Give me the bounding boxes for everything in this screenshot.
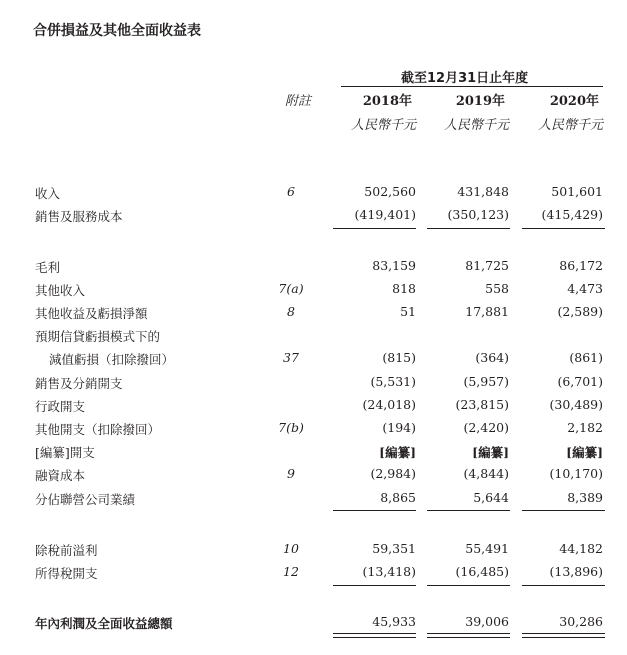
row-label: 預期信貸虧損模式下的	[35, 329, 161, 344]
row-note: 6	[287, 184, 295, 199]
value-2020: 30,286	[559, 614, 603, 629]
total-double-rule	[522, 633, 605, 638]
value-2020: (6,701)	[557, 374, 603, 389]
row-label: 其他收入	[35, 283, 86, 298]
year-2018-header: 2018年	[362, 94, 412, 109]
value-2019: 81,725	[465, 258, 509, 273]
row-cost-of-sales	[0, 207, 627, 229]
row-selling-expenses	[0, 374, 627, 396]
value-2019: (350,123)	[447, 207, 509, 222]
value-2020: 4,473	[567, 281, 603, 296]
note-column-header: 附註	[285, 94, 312, 109]
row-note: 12	[283, 564, 299, 579]
row-label: 減值虧損（扣除撥回）	[49, 352, 175, 367]
value-2018: [編纂]	[379, 445, 416, 460]
value-2019: 558	[485, 281, 509, 296]
value-2019: 431,848	[457, 184, 509, 199]
unit-2019-header: 人民幣千元	[443, 118, 509, 133]
value-2018: (24,018)	[362, 397, 416, 412]
value-2018: (194)	[382, 420, 416, 435]
row-label: 除稅前溢利	[35, 543, 98, 558]
row-label: 所得稅開支	[35, 566, 98, 581]
row-note: 9	[287, 466, 295, 481]
value-2020: 501,601	[551, 184, 603, 199]
subtotal-rule	[427, 510, 510, 511]
value-2020: (415,429)	[541, 207, 603, 222]
row-label: 銷售及分銷開支	[35, 376, 123, 391]
row-note: 10	[283, 541, 299, 556]
value-2020: (10,170)	[549, 466, 603, 481]
row-other-expenses	[0, 420, 627, 442]
value-2018: (815)	[382, 350, 416, 365]
value-2020: 8,389	[567, 490, 603, 505]
value-2019: (4,844)	[463, 466, 509, 481]
subtotal-rule	[522, 228, 605, 229]
subtotal-rule	[333, 585, 416, 586]
row-note: 8	[287, 304, 295, 319]
value-2018: (5,531)	[370, 374, 416, 389]
row-finance-costs	[0, 466, 627, 488]
value-2018: 818	[392, 281, 416, 296]
value-2018: 51	[400, 304, 416, 319]
row-note: 7(a)	[278, 281, 304, 296]
row-gross-profit	[0, 258, 627, 280]
value-2019: [編纂]	[472, 445, 509, 460]
row-label: 其他收益及虧損淨額	[35, 306, 148, 321]
row-note: 7(b)	[278, 420, 304, 435]
subtotal-rule	[522, 510, 605, 511]
row-label: 銷售及服務成本	[35, 209, 123, 224]
unit-2018-header: 人民幣千元	[350, 118, 416, 133]
unit-2020-header: 人民幣千元	[537, 118, 603, 133]
row-label: 融資成本	[35, 468, 86, 483]
value-2020: 44,182	[559, 541, 603, 556]
row-label: 收入	[35, 186, 61, 201]
subtotal-rule	[333, 510, 416, 511]
row-label: 年內利潤及全面收益總額	[35, 616, 173, 631]
row-revenue	[0, 184, 627, 206]
row-other-income	[0, 281, 627, 303]
value-2020: (2,589)	[557, 304, 603, 319]
row-other-gains-losses	[0, 304, 627, 326]
value-2019: (23,815)	[455, 397, 509, 412]
value-2020: (13,896)	[549, 564, 603, 579]
period-header: 截至12月31日止年度	[401, 71, 529, 86]
value-2019: 17,881	[465, 304, 509, 319]
row-share-of-associates	[0, 490, 627, 512]
row-ecl-label	[0, 327, 627, 349]
value-2020: (30,489)	[549, 397, 603, 412]
value-2019: 5,644	[473, 490, 509, 505]
row-label: 分佔聯營公司業績	[35, 492, 136, 507]
value-2020: [編纂]	[566, 445, 603, 460]
value-2019: 55,491	[465, 541, 509, 556]
row-label: 行政開支	[35, 399, 86, 414]
year-2020-header: 2020年	[549, 94, 599, 109]
row-label: 其他開支（扣除撥回）	[35, 422, 161, 437]
value-2018: (2,984)	[370, 466, 416, 481]
value-2018: 45,933	[372, 614, 416, 629]
row-label: [編纂]開支	[35, 445, 95, 460]
row-note: 37	[283, 350, 299, 365]
value-2018: 8,865	[380, 490, 416, 505]
value-2018: 59,351	[372, 541, 416, 556]
value-2019: (364)	[475, 350, 509, 365]
value-2019: (16,485)	[455, 564, 509, 579]
subtotal-rule	[333, 228, 416, 229]
period-rule	[341, 86, 603, 87]
value-2020: 2,182	[567, 420, 603, 435]
value-2019: 39,006	[465, 614, 509, 629]
subtotal-rule	[427, 585, 510, 586]
value-2020: 86,172	[559, 258, 603, 273]
year-2019-header: 2019年	[455, 94, 505, 109]
statement-title: 合併損益及其他全面收益表	[33, 23, 201, 39]
subtotal-rule	[427, 228, 510, 229]
subtotal-rule	[522, 585, 605, 586]
total-double-rule	[333, 633, 416, 638]
value-2018: (13,418)	[362, 564, 416, 579]
row-profit-before-tax	[0, 541, 627, 563]
value-2020: (861)	[569, 350, 603, 365]
row-income-tax	[0, 564, 627, 586]
row-redacted-expenses	[0, 443, 627, 465]
value-2018: 83,159	[372, 258, 416, 273]
value-2018: (419,401)	[354, 207, 416, 222]
value-2018: 502,560	[364, 184, 416, 199]
total-double-rule	[427, 633, 510, 638]
row-admin-expenses	[0, 397, 627, 419]
value-2019: (2,420)	[463, 420, 509, 435]
row-impairment	[0, 350, 627, 372]
value-2019: (5,957)	[463, 374, 509, 389]
row-label: 毛利	[35, 260, 61, 275]
